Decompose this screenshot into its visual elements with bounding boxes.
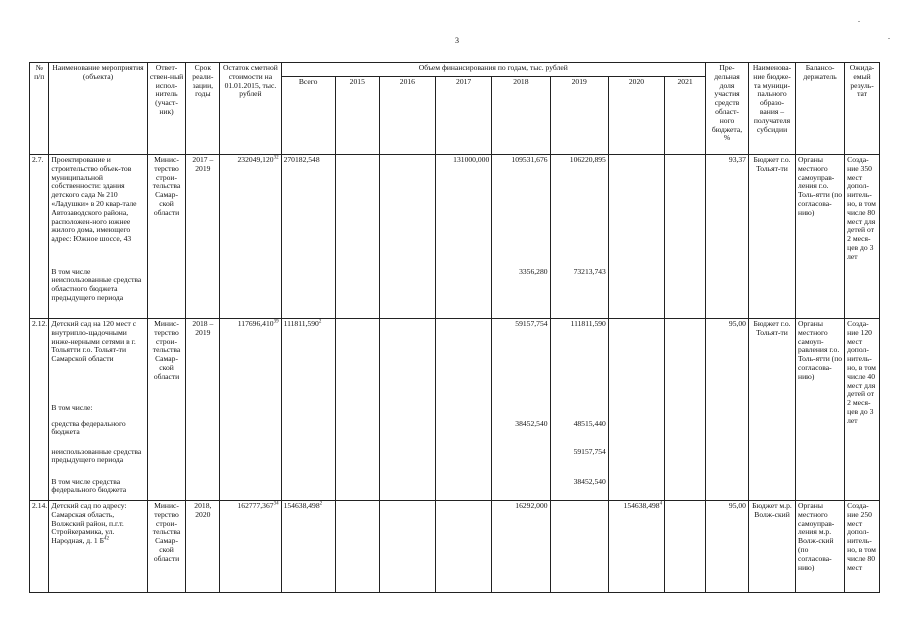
- subrow-2018: [492, 447, 550, 477]
- row-rest-value: 232049,120: [237, 155, 274, 164]
- header-year-2016: 2016: [379, 77, 435, 155]
- header-year-2021: 2021: [665, 77, 706, 155]
- scan-mark: .: [858, 15, 860, 24]
- subrow-name: В том числе неиспользованные средства областного бюджета предыдущего периода: [49, 267, 147, 319]
- row-share: 93,37: [706, 155, 749, 267]
- row-2020-value: 154638,498: [623, 501, 660, 510]
- row-result: Созда-ние 120 мест допол-нитель-но, в том числе 40 мест для детей от 2 меся-цев до 3 лет: [845, 319, 880, 501]
- row-name: Проектирование и строительство объек-тов муниципальной собственности: здания детского сада № 210 «Ладушки» в 20 квар-тале Автозаводского района, расположен-ного южнее жилого дома, имеющего адрес: Южное шоссе, 43: [49, 155, 147, 267]
- header-budget: Наименова-ние бюдже-та муници-пального образо-вания – получателя субсидии: [748, 63, 795, 155]
- subrow-name: неиспользованные средства предыдущего периода: [49, 447, 147, 477]
- table-row: [30, 319, 880, 403]
- row-rest-footnote: 34: [273, 501, 279, 507]
- row-rest-footnote: 32: [273, 155, 279, 161]
- header-volume: Объем финансирования по годам, тыс. рублей: [281, 63, 705, 77]
- header-year-2018: 2018: [492, 77, 550, 155]
- row-holder: Органы местного самоуправ-ления м.р. Волж-ский (по согласова-нию): [796, 501, 845, 593]
- row-rest-value: 117696,410: [237, 319, 274, 328]
- subrow-2019: 48515,440: [550, 419, 608, 447]
- header-year-2019: 2019: [550, 77, 608, 155]
- table-subrow: [30, 403, 880, 419]
- row-num: 2.12.: [30, 319, 49, 403]
- row-2020: [608, 155, 664, 267]
- row-2019: 111811,590: [550, 319, 608, 403]
- row-budget: Бюджет г.о. Тольят-ти: [748, 319, 795, 403]
- table-subrow: [30, 419, 880, 447]
- row-rest: [220, 155, 281, 267]
- row-2019: [550, 501, 608, 593]
- row-rest-value: 162777,367: [237, 501, 274, 510]
- row-2016: [379, 319, 435, 403]
- row-name-text: Детский сад по адресу: Самарская область, Волжский район, п.г.т. Стройкерамика, ул. Народная, д. 1 Б: [51, 501, 127, 546]
- row-2017: [436, 501, 492, 593]
- row-term: 2018, 2020: [186, 501, 220, 593]
- row-total-value: 111811,590: [283, 319, 319, 328]
- row-total: [281, 319, 335, 403]
- row-total-footnote: 2: [319, 501, 323, 507]
- row-total: [281, 155, 335, 267]
- header-name: Наименование мероприятия (объекта): [49, 63, 147, 155]
- row-result: Созда-ние 250 мест допол-нитель-но, в том числе 80 мест: [845, 501, 880, 593]
- row-rest-footnote: 39: [273, 319, 279, 325]
- table-row: [30, 501, 880, 593]
- table-subrow: [30, 267, 880, 319]
- header-exec: Ответ-ствен-ный испол-нитель (участ-ник): [147, 63, 186, 155]
- row-2016: [379, 155, 435, 267]
- header-year-2017: 2017: [436, 77, 492, 155]
- table-subrow: [30, 477, 880, 501]
- row-share: 95,00: [706, 501, 749, 593]
- row-2021: [665, 319, 706, 403]
- row-2018: 59157,754: [492, 319, 550, 403]
- subrow-name: средства федерального бюджета: [49, 419, 147, 447]
- subrow-2019: 73213,743: [550, 267, 608, 319]
- subrow-2019: 59157,754: [550, 447, 608, 477]
- row-2015: [335, 501, 379, 593]
- table-row: [30, 155, 880, 267]
- header-num: № п/п: [30, 63, 49, 155]
- header-rest: Остаток сметной стоимости на 01.01.2015, тыс. рублей: [220, 63, 281, 155]
- row-exec: Минис-терство строи-тельства Самар-ской области: [147, 155, 186, 267]
- row-holder: Органы местного самоуп-равления г.о. Толь-ятти (по согласова-нию): [796, 319, 845, 501]
- row-name: [49, 501, 147, 593]
- row-2021: [665, 501, 706, 593]
- subrow-name: В том числе:: [49, 403, 147, 419]
- row-2020-footnote: 4: [659, 501, 663, 507]
- row-2015: [335, 319, 379, 403]
- header-row: [30, 63, 880, 77]
- row-budget: Бюджет м.р. Волж-ский: [748, 501, 795, 593]
- row-2018: 109531,676: [492, 155, 550, 267]
- row-share: 95,00: [706, 319, 749, 403]
- row-holder: Органы местного самоуправ-ления г.о. Толь-ятти (по согласова-нию): [796, 155, 845, 319]
- row-2019: 106220,895: [550, 155, 608, 267]
- subrow-2018: [492, 477, 550, 501]
- row-2018: 16292,000: [492, 501, 550, 593]
- header-term: Срок реали-зации, годы: [186, 63, 220, 155]
- row-2015: [335, 155, 379, 267]
- row-2020: [608, 501, 664, 593]
- financing-table: [29, 62, 880, 593]
- row-rest: [220, 319, 281, 403]
- row-total: [281, 501, 335, 593]
- scan-mark: .: [888, 32, 890, 41]
- row-total-value: 270182,548: [283, 155, 320, 164]
- row-name-footnote: 42: [103, 536, 109, 542]
- row-term: 2017 – 2019: [186, 155, 220, 267]
- row-2020: [608, 319, 664, 403]
- row-name: Детский сад на 120 мест с внутрипло-щадочными инже-нерными сетями в г. Тольятти г.о. Тольят-ти Самарской области: [49, 319, 147, 403]
- row-2017: [436, 319, 492, 403]
- page-number: 3: [455, 36, 459, 45]
- header-year-2020: 2020: [608, 77, 664, 155]
- subrow-2019: [550, 403, 608, 419]
- row-2021: [665, 155, 706, 267]
- header-result: Ожида-емый резуль-тат: [845, 63, 880, 155]
- subrow-2019: 38452,540: [550, 477, 608, 501]
- row-num: 2.7.: [30, 155, 49, 267]
- header-total: Всего: [281, 77, 335, 155]
- row-total-footnote: 2: [318, 319, 322, 325]
- row-result: Созда-ние 350 мест допол-нитель-но, в том числе 80 мест для детей от 2 меся-цев до 3 лет: [845, 155, 880, 319]
- row-rest: [220, 501, 281, 593]
- row-exec: Минис-терство строи-тельства Самар-ской области: [147, 501, 186, 593]
- row-total-value: 154638,498: [283, 501, 320, 510]
- row-term: 2018 – 2019: [186, 319, 220, 403]
- row-2017: 131000,000: [436, 155, 492, 267]
- header-share: Пре-дельная доля участия средств област-ного бюджета, %: [706, 63, 749, 155]
- row-num: 2.14.: [30, 501, 49, 593]
- subrow-2018: [492, 403, 550, 419]
- subrow-2018: 38452,540: [492, 419, 550, 447]
- table-subrow: [30, 447, 880, 477]
- row-budget: Бюджет г.о. Тольят-ти: [748, 155, 795, 267]
- subrow-name: В том числе средства федерального бюджета: [49, 477, 147, 501]
- header-holder: Балансо-держатель: [796, 63, 845, 155]
- subrow-2018: 3356,280: [492, 267, 550, 319]
- row-2016: [379, 501, 435, 593]
- header-year-2015: 2015: [335, 77, 379, 155]
- row-exec: Минис-терство строи-тельства Самар-ской области: [147, 319, 186, 403]
